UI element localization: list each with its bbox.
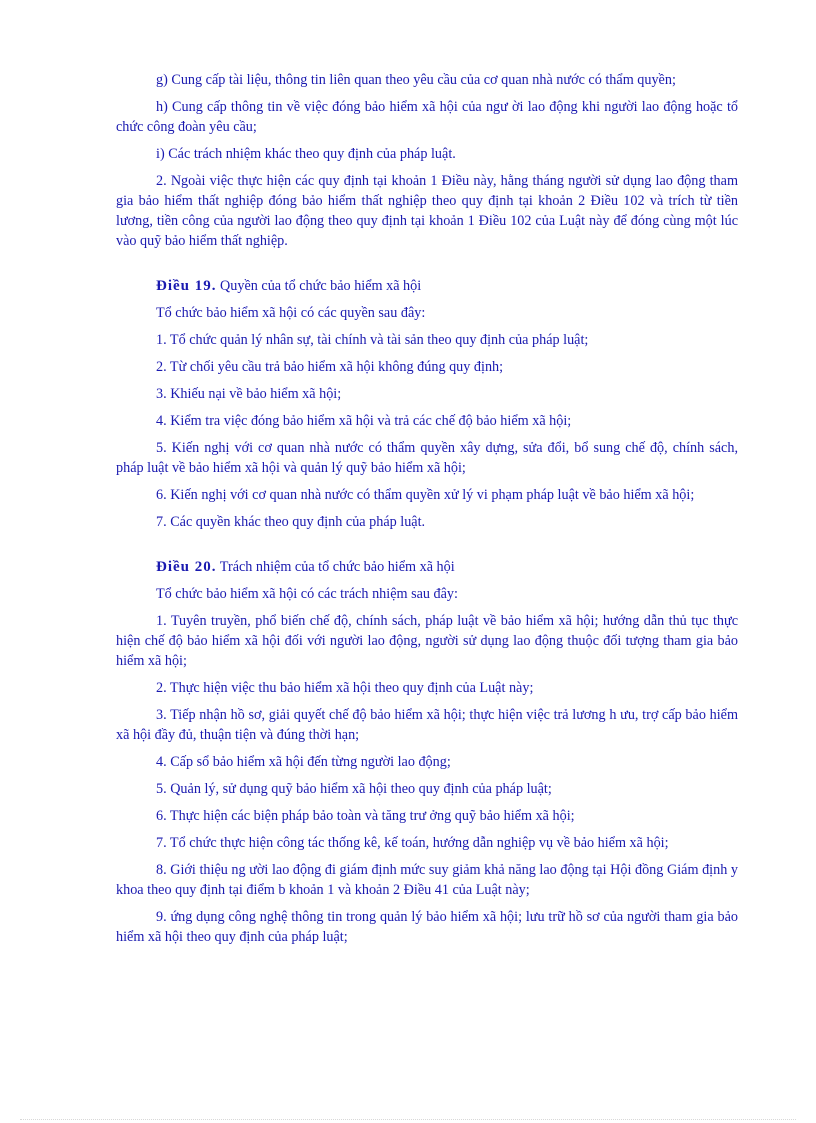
article-20-item-4: 4. Cấp sổ bảo hiểm xã hội đến từng người lao động; [156, 754, 451, 770]
article-19-item-1: 1. Tổ chức quản lý nhân sự, tài chính và tài sản theo quy định của pháp luật; [156, 332, 589, 348]
article-20-item-9: 9. ứng dụng công nghệ thông tin trong quản lý bảo hiểm xã hội; lưu trữ hồ sơ của người tham gia bảo hiểm xã hội theo quy định của pháp luật; [116, 909, 738, 945]
article-19-item-7: 7. Các quyền khác theo quy định của pháp luật. [156, 514, 426, 530]
article-20-number: Điều 20. [156, 559, 217, 575]
article-19-title: Quyền của tổ chức bảo hiểm xã hội [220, 278, 422, 294]
article-19-item-3: 3. Khiếu nại về bảo hiểm xã hội; [156, 386, 342, 402]
page-bottom-divider [20, 1119, 796, 1120]
article-20-title: Trách nhiệm của tổ chức bảo hiểm xã hội [219, 559, 455, 575]
article-19-item-6: 6. Kiến nghị với cơ quan nhà nước có thẩm quyền xử lý vi phạm pháp luật về bảo hiểm xã hội; [156, 487, 695, 503]
article-20-item-5: 5. Quản lý, sử dụng quỹ bảo hiểm xã hội theo quy định của pháp luật; [156, 781, 552, 797]
paragraph-h: h) Cung cấp thông tin về việc đóng bảo hiểm xã hội của ngư ời lao động khi người lao động hoặc tổ chức công đoàn yêu cầu; [116, 99, 738, 135]
article-19-item-2: 2. Từ chối yêu cầu trả bảo hiểm xã hội không đúng quy định; [156, 359, 504, 375]
article-19-item-5: 5. Kiến nghị với cơ quan nhà nước có thẩm quyền xây dựng, sửa đổi, bổ sung chế độ, chính sách, pháp luật về bảo hiểm xã hội và quản lý quỹ bảo hiểm xã hội; [116, 440, 738, 476]
article-20-item-7: 7. Tổ chức thực hiện công tác thống kê, kế toán, hướng dẫn nghiệp vụ về bảo hiểm xã hội; [156, 835, 669, 851]
article-20-heading [116, 556, 738, 578]
article-19-item-4: 4. Kiểm tra việc đóng bảo hiểm xã hội và trả các chế độ bảo hiểm xã hội; [156, 413, 572, 429]
article-20-item-6: 6. Thực hiện các biện pháp bảo toàn và tăng trư ởng quỹ bảo hiểm xã hội; [156, 808, 575, 824]
document-page [116, 70, 738, 954]
article-20-item-3: 3. Tiếp nhận hồ sơ, giải quyết chế độ bảo hiểm xã hội; thực hiện việc trả lương h ưu, trợ cấp bảo hiểm xã hội đầy đủ, thuận tiện và đúng thời hạn; [116, 707, 738, 743]
article-19-number: Điều 19. [156, 278, 217, 294]
article-20-item-1: 1. Tuyên truyền, phổ biến chế độ, chính sách, pháp luật về bảo hiểm xã hội; hướng dẫn thủ tục thực hiện chế độ bảo hiểm xã hội đối với người lao động, người sử dụng lao động thuộc đối tượng tham gia bảo hiểm xã hội; [116, 613, 738, 669]
article-19-intro: Tổ chức bảo hiểm xã hội có các quyền sau đây: [156, 305, 426, 321]
article-20-item-2: 2. Thực hiện việc thu bảo hiểm xã hội theo quy định của Luật này; [156, 680, 534, 696]
paragraph-2: 2. Ngoài việc thực hiện các quy định tại khoản 1 Điều này, hằng tháng người sử dụng lao động tham gia bảo hiểm thất nghiệp đóng bảo hiểm thất nghiệp theo quy định tại khoản 2 Điều 102 và trích từ tiền lương, tiền công của người lao động theo quy định tại khoản 1 Điều 102 của Luật này để đóng cùng một lúc vào quỹ bảo hiểm thất nghiệp. [116, 173, 738, 249]
article-19-heading [116, 275, 738, 297]
paragraph-i: i) Các trách nhiệm khác theo quy định của pháp luật. [156, 146, 456, 162]
article-20-item-8: 8. Giới thiệu ng ười lao động đi giám định mức suy giảm khả năng lao động tại Hội đồng Giám định y khoa theo quy định tại điểm b khoản 1 và khoản 2 Điều 41 của Luật này; [116, 862, 738, 898]
article-20-intro: Tổ chức bảo hiểm xã hội có các trách nhiệm sau đây: [156, 586, 458, 602]
paragraph-g: g) Cung cấp tài liệu, thông tin liên quan theo yêu cầu của cơ quan nhà nước có thẩm quyền; [156, 72, 676, 88]
